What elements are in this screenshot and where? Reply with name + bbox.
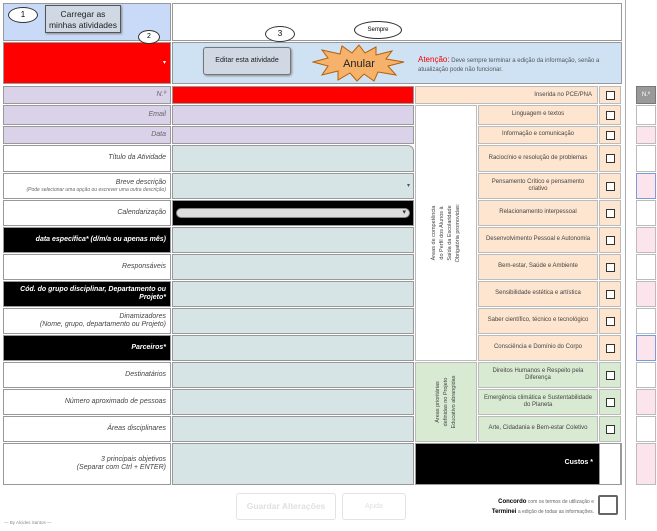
specific-date-field[interactable]	[172, 227, 414, 253]
checkbox-cell	[599, 416, 621, 442]
competency-checkbox[interactable]	[606, 182, 615, 191]
load-activities-button[interactable]: Carregar as minhas atividades	[45, 5, 121, 33]
far-cell	[636, 308, 656, 334]
recipients-field[interactable]	[172, 362, 414, 388]
competency-checkbox[interactable]	[606, 317, 615, 326]
competency-checkbox[interactable]	[606, 154, 615, 163]
competency-checkbox[interactable]	[606, 344, 615, 353]
chevron-down-icon: ▾	[406, 183, 410, 189]
cancel-button-label: Anular	[343, 58, 375, 70]
costs-field[interactable]	[599, 443, 621, 485]
far-cell	[636, 227, 656, 253]
date-field[interactable]	[172, 126, 414, 144]
themes-vertical-label: Áreas prioritárias definidas no Projeto Educativo abrangidas	[415, 362, 477, 442]
credit-text: — By Alcides Santos —	[4, 520, 52, 525]
far-cell	[636, 362, 656, 388]
always-callout: Sempre	[354, 21, 402, 39]
competency-checkbox[interactable]	[606, 236, 615, 245]
warning-text	[418, 55, 620, 75]
checkbox-cell	[599, 145, 621, 172]
theme-checkbox[interactable]	[606, 398, 615, 407]
checkbox-cell	[599, 105, 621, 125]
pce-row: Inserida no PCE/PNA	[415, 86, 598, 104]
competency-checkbox[interactable]	[606, 111, 615, 120]
objectives-field[interactable]	[172, 443, 414, 485]
competency-checkbox[interactable]	[606, 290, 615, 299]
competency-language: Linguagem e textos	[478, 105, 598, 125]
label-description: Breve descrição (Pode selecionar uma opção ou escrever uma outra descrição)	[3, 173, 171, 199]
checkbox-cell	[599, 335, 621, 361]
competency-body: Consciência e Domínio do Corpo	[478, 335, 598, 361]
checkbox-cell	[599, 126, 621, 144]
far-cell	[636, 126, 656, 144]
activity-selector[interactable]	[3, 42, 171, 84]
right-divider	[625, 0, 626, 520]
agree-bold: Concordo	[498, 499, 527, 505]
theme-art-citizenship: Arte, Cidadania e Bem-estar Coletivo	[478, 416, 598, 442]
competency-aesthetic: Sensibilidade estética e artística	[478, 281, 598, 307]
warning-body: Deve sempre terminar a edição da informação, senão a atualização pode não funcionar.	[418, 58, 600, 73]
terminal-bold: Terminei	[491, 509, 517, 515]
far-cell	[636, 416, 656, 442]
label-people-count: Número aproximado de pessoas	[3, 389, 171, 415]
competency-checkbox[interactable]	[606, 209, 615, 218]
competency-scientific: Saber científico, técnico e tecnológico	[478, 308, 598, 334]
label-schedule: Calendarização	[3, 200, 171, 226]
competency-wellbeing: Bem-estar, Saúde e Ambiente	[478, 254, 598, 280]
far-cell	[636, 335, 656, 361]
far-cell	[636, 200, 656, 226]
label-objectives: 3 principais objetivos (Separar com Ctrl + ENTER)	[3, 443, 171, 485]
email-field[interactable]	[172, 105, 414, 125]
label-number: N.º	[3, 86, 171, 104]
theme-climate: Emergência climática e Sustentabilidade do Planeta	[478, 389, 598, 415]
far-cell	[636, 281, 656, 307]
label-subject-areas: Áreas disciplinares	[3, 416, 171, 442]
pce-checkbox[interactable]	[606, 91, 615, 100]
costs-row: Custos *	[415, 443, 622, 485]
checkbox-cell	[599, 362, 621, 388]
label-title: Título da Atividade	[3, 145, 171, 172]
far-column-header: N.º	[636, 86, 656, 104]
pce-checkbox-cell	[599, 86, 621, 104]
save-changes-button[interactable]: Guardar Alterações	[236, 493, 336, 520]
far-cell	[636, 443, 656, 485]
description-field[interactable]	[172, 173, 414, 199]
theme-checkbox[interactable]	[606, 425, 615, 434]
agreement-text: Concordo com os termos de utilização e Terminei a edição de todas as informações.	[491, 499, 594, 515]
label-recipients: Destinatários	[3, 362, 171, 388]
chevron-down-icon: ▾	[402, 209, 406, 216]
number-field[interactable]	[172, 86, 414, 104]
group-code-field[interactable]	[172, 281, 414, 307]
label-group-code: Cód. do grupo disciplinar, Departamento ou Projeto*	[3, 281, 171, 307]
far-cell	[636, 145, 656, 172]
label-responsible: Responsáveis	[3, 254, 171, 280]
far-cell	[636, 389, 656, 415]
warning-title: Atenção:	[418, 55, 450, 64]
theme-human-rights: Direitos Humanos e Respeito pela Diferença	[478, 362, 598, 388]
callout-3: 3	[265, 26, 295, 42]
competency-interpersonal: Relacionamento interpessoal	[478, 200, 598, 226]
schedule-dropdown[interactable]	[172, 200, 414, 226]
competency-critical-thinking: Pensamento Crítico e pensamento criativo	[478, 173, 598, 199]
competency-reasoning: Raciocínio e resolução de problemas	[478, 145, 598, 172]
label-promoters: Dinamizadores (Nome, grupo, departamento ou Projeto)	[3, 308, 171, 334]
competencies-vertical-label: Áreas de competência do Perfil dos Alunos à Saída da Escolaridade Obrigatória promovidas:	[415, 105, 477, 361]
promoters-field[interactable]	[172, 308, 414, 334]
responsible-field[interactable]	[172, 254, 414, 280]
schedule-select[interactable]	[176, 208, 410, 218]
far-cell	[636, 105, 656, 125]
far-cell	[636, 254, 656, 280]
competency-personal-development: Desenvolvimento Pessoal e Autonomia	[478, 227, 598, 253]
callout-2: 2	[138, 30, 160, 44]
checkbox-cell	[599, 281, 621, 307]
partners-field[interactable]	[172, 335, 414, 361]
title-field[interactable]	[172, 145, 414, 172]
checkbox-cell	[599, 200, 621, 226]
cancel-starburst[interactable]	[312, 44, 406, 82]
competency-checkbox[interactable]	[606, 263, 615, 272]
label-specific-date: data específica* (d/m/a ou apenas mês)	[3, 227, 171, 253]
chevron-down-icon: ▾	[162, 60, 166, 66]
label-partners: Parceiros*	[3, 335, 171, 361]
far-cell	[636, 173, 656, 199]
competency-checkbox[interactable]	[606, 131, 615, 140]
checkbox-cell	[599, 254, 621, 280]
checkbox-cell	[599, 173, 621, 199]
subject-areas-field[interactable]	[172, 416, 414, 442]
checkbox-cell	[599, 389, 621, 415]
people-count-field[interactable]	[172, 389, 414, 415]
edit-activity-button[interactable]: Editar esta atividade	[203, 47, 291, 75]
checkbox-cell	[599, 227, 621, 253]
theme-checkbox[interactable]	[606, 371, 615, 380]
label-email: Email	[3, 105, 171, 125]
callout-1: 1	[8, 7, 38, 23]
checkbox-cell	[599, 308, 621, 334]
agreement-checkbox[interactable]	[598, 495, 618, 515]
help-button[interactable]: Ajuda	[342, 493, 406, 520]
competency-information: Informação e comunicação	[478, 126, 598, 144]
label-date: Data	[3, 126, 171, 144]
